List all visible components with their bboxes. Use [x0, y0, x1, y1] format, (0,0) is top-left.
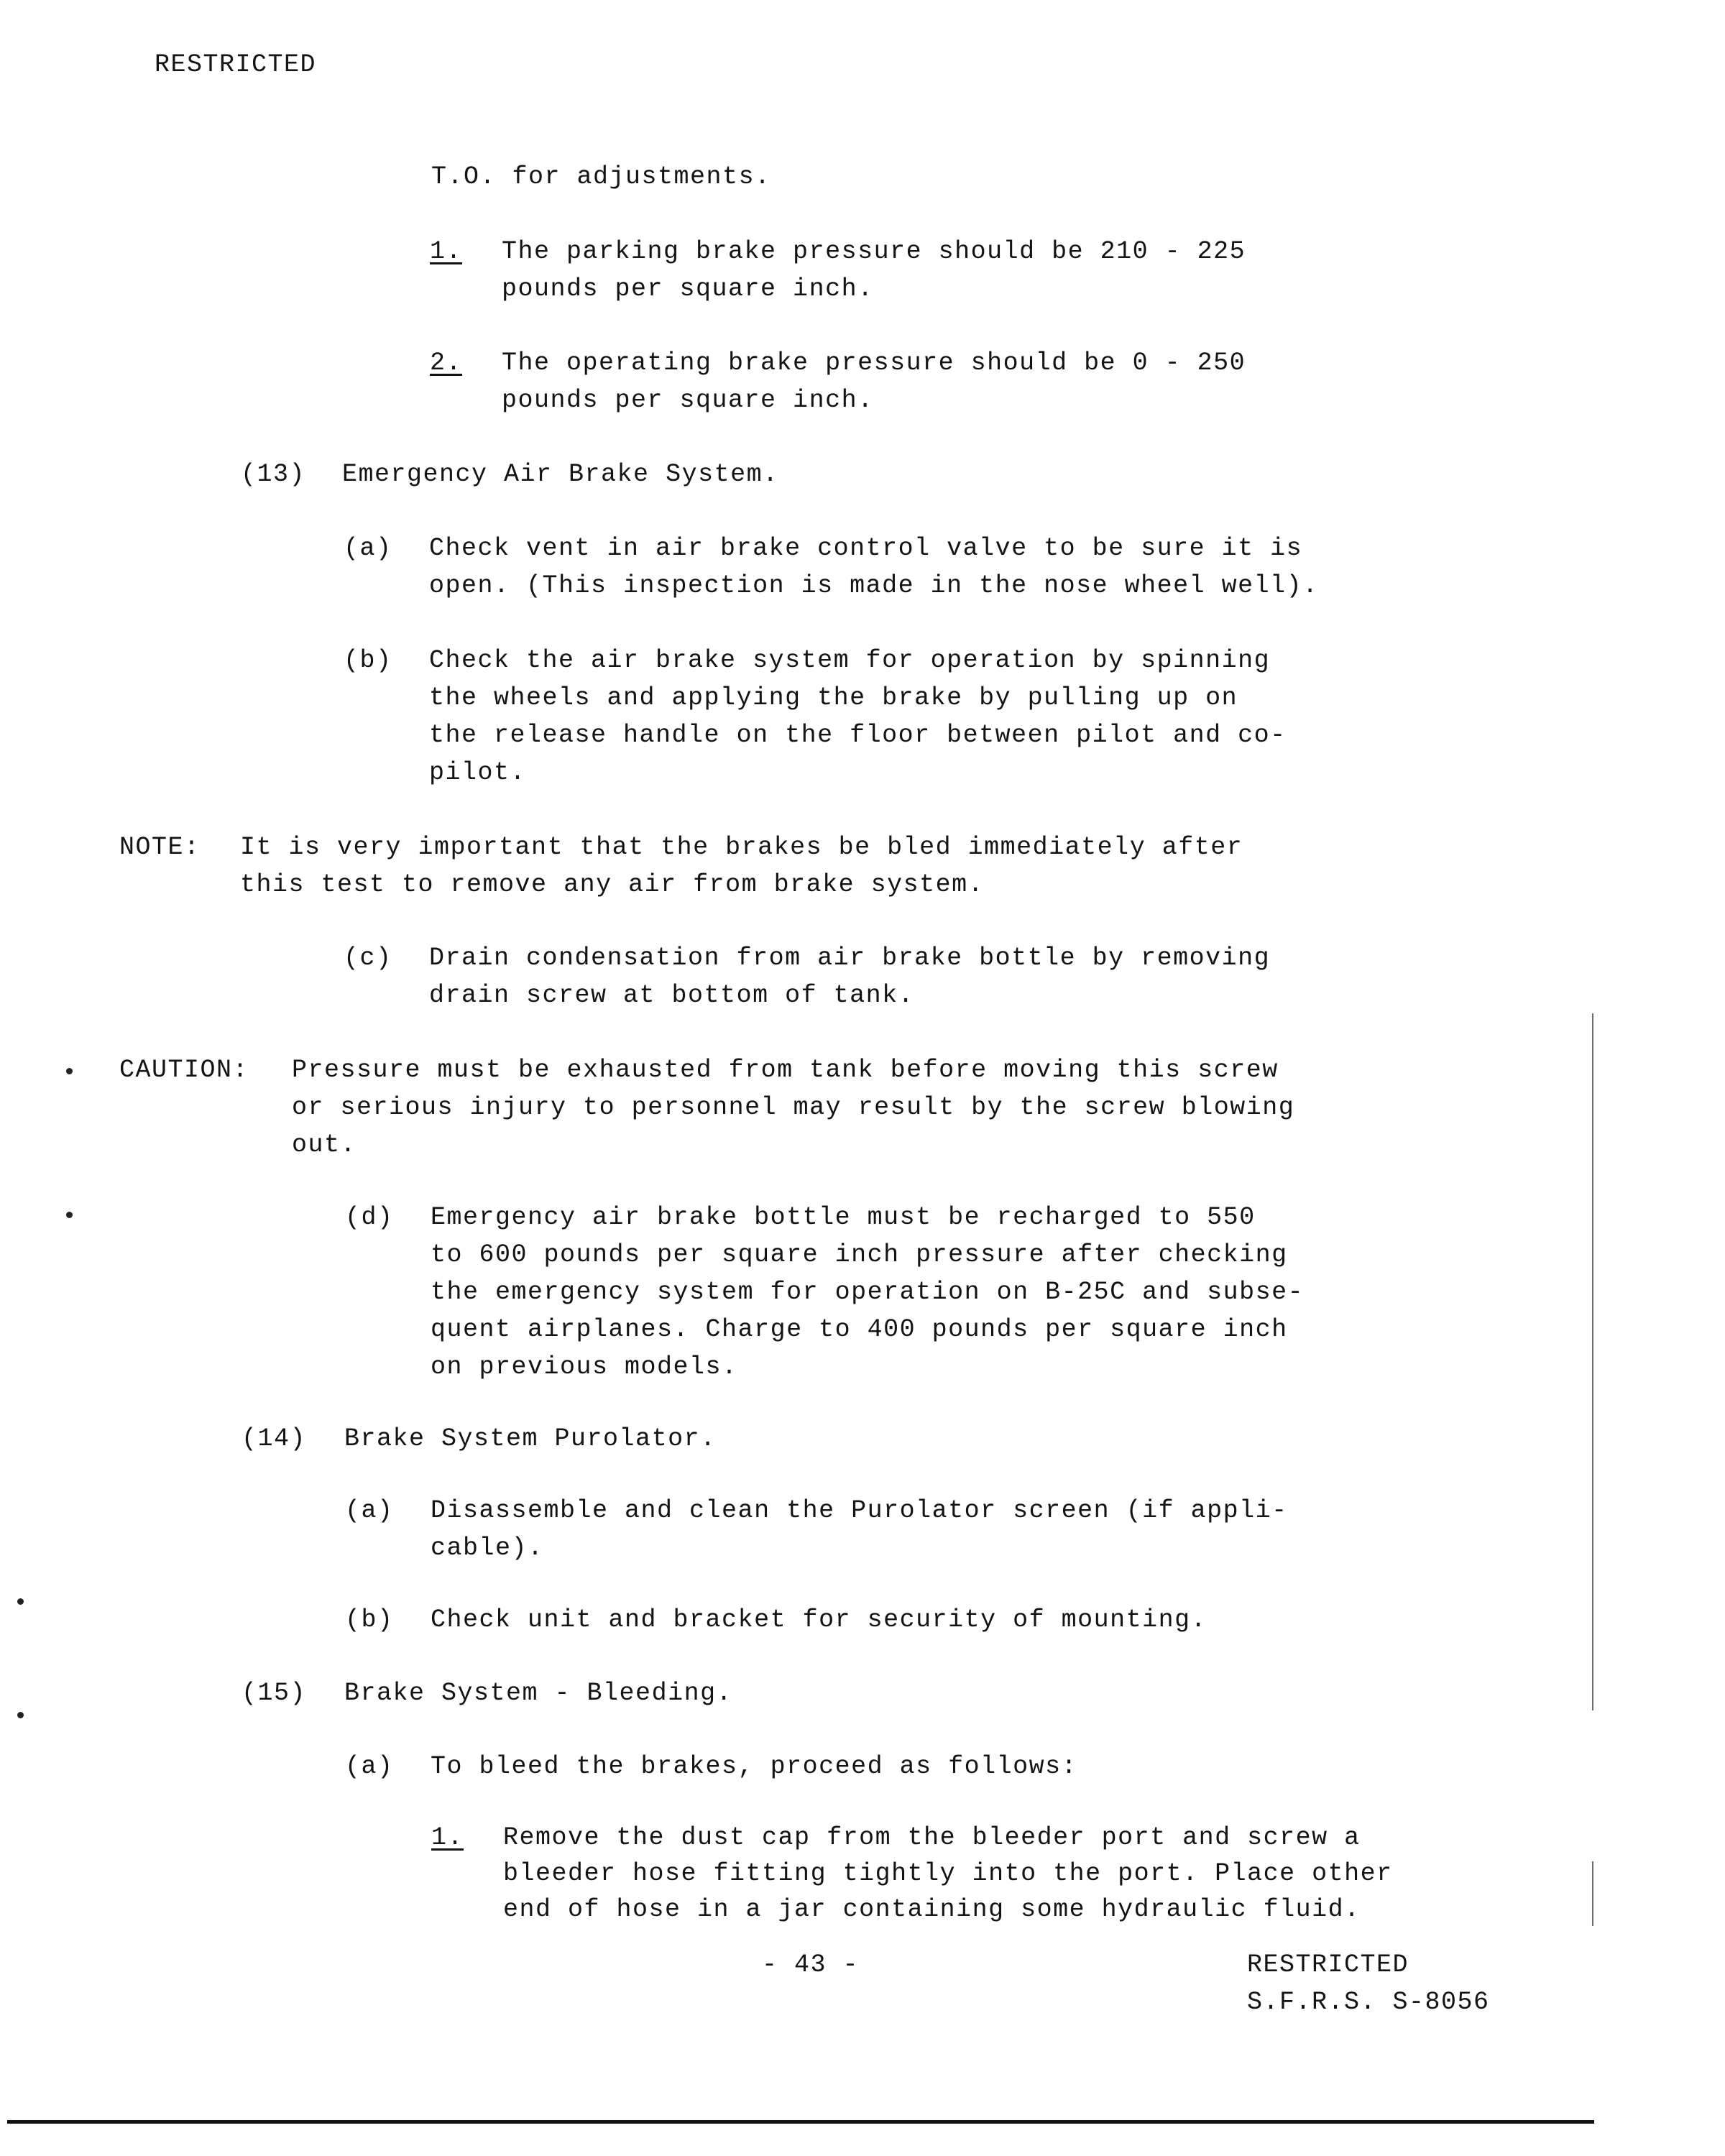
section-14-number: (14) — [242, 1424, 307, 1453]
section-13b-line-3: the release handle on the floor between pilot and co- — [429, 721, 1287, 750]
bottom-rule — [7, 2120, 1594, 2124]
section-13a-label: (a) — [344, 534, 392, 563]
section-13d-line-5: on previous models. — [431, 1353, 738, 1381]
section-13d-line-3: the emergency system for operation on B-25C and subse- — [431, 1278, 1305, 1307]
item-1-line-2: pounds per square inch. — [502, 275, 874, 303]
margin-mark — [17, 1712, 24, 1718]
section-13b-line-2: the wheels and applying the brake by pulling up on — [429, 683, 1238, 712]
section-13d-line-2: to 600 pounds per square inch pressure after checking — [431, 1240, 1288, 1269]
section-13a-line-2: open. (This inspection is made in the nose wheel well). — [429, 571, 1319, 600]
caution-line-3: out. — [292, 1130, 357, 1159]
margin-mark — [66, 1068, 73, 1074]
section-15a1-line-1: Remove the dust cap from the bleeder port and screw a — [503, 1823, 1361, 1852]
section-14b-label: (b) — [345, 1606, 394, 1634]
section-15-title: Brake System - Bleeding. — [344, 1679, 733, 1708]
item-2-number: 2. — [430, 349, 463, 377]
section-13b-label: (b) — [344, 646, 392, 675]
caution-line-1: Pressure must be exhausted from tank before moving this screw — [292, 1056, 1279, 1084]
note-line-2: this test to remove any air from brake system. — [240, 870, 985, 899]
section-13c-line-2: drain screw at bottom of tank. — [429, 981, 915, 1010]
item-2-line-1: The operating brake pressure should be 0 - 250 — [502, 349, 1246, 377]
item-1-number: 1. — [430, 237, 463, 266]
margin-mark — [17, 1598, 24, 1605]
section-15a1-line-2: bleeder hose fitting tightly into the port. Place other — [503, 1859, 1393, 1888]
section-15a1-number: 1. — [431, 1823, 464, 1852]
section-13-title: Emergency Air Brake System. — [342, 460, 779, 489]
section-15a1-line-3: end of hose in a jar containing some hydraulic fluid. — [503, 1895, 1361, 1924]
section-15a-line-1: To bleed the brakes, proceed as follows: — [431, 1752, 1078, 1781]
section-13d-line-1: Emergency air brake bottle must be recharged to 550 — [431, 1203, 1256, 1232]
note-label: NOTE: — [119, 833, 201, 862]
scan-edge-line-lower — [1592, 1861, 1593, 1926]
scan-edge-line — [1592, 1013, 1593, 1710]
header-classification: RESTRICTED — [155, 50, 317, 79]
section-15a-label: (a) — [345, 1752, 394, 1781]
page-number: - 43 - — [762, 1950, 860, 1979]
section-13a-line-1: Check vent in air brake control valve to be sure it is — [429, 534, 1303, 563]
section-15-number: (15) — [242, 1679, 307, 1708]
section-13b-line-1: Check the air brake system for operation by spinning — [429, 646, 1271, 675]
section-13b-line-4: pilot. — [429, 758, 527, 787]
section-13c-line-1: Drain condensation from air brake bottle by removing — [429, 944, 1271, 972]
continuation-line: T.O. for adjustments. — [431, 162, 771, 191]
caution-label: CAUTION: — [119, 1056, 249, 1084]
section-14-title: Brake System Purolator. — [344, 1424, 717, 1453]
section-14a-line-2: cable). — [431, 1534, 544, 1562]
section-13-number: (13) — [241, 460, 306, 489]
section-14a-label: (a) — [345, 1496, 394, 1525]
section-13d-label: (d) — [345, 1203, 394, 1232]
section-14b-line-1: Check unit and bracket for security of mounting. — [431, 1606, 1208, 1634]
section-13d-line-4: quent airplanes. Charge to 400 pounds per square inch — [431, 1315, 1288, 1344]
item-2-line-2: pounds per square inch. — [502, 386, 874, 415]
caution-line-2: or serious injury to personnel may result by the screw blowing — [292, 1093, 1295, 1122]
note-line-1: It is very important that the brakes be bled immediately after — [240, 833, 1243, 862]
section-14a-line-1: Disassemble and clean the Purolator screen (if appli- — [431, 1496, 1288, 1525]
section-13c-label: (c) — [344, 944, 392, 972]
footer-classification: RESTRICTED — [1247, 1950, 1409, 1979]
margin-mark — [66, 1212, 73, 1218]
item-1-line-1: The parking brake pressure should be 210 - 225 — [502, 237, 1246, 266]
document-id: S.F.R.S. S-8056 — [1247, 1988, 1490, 2017]
